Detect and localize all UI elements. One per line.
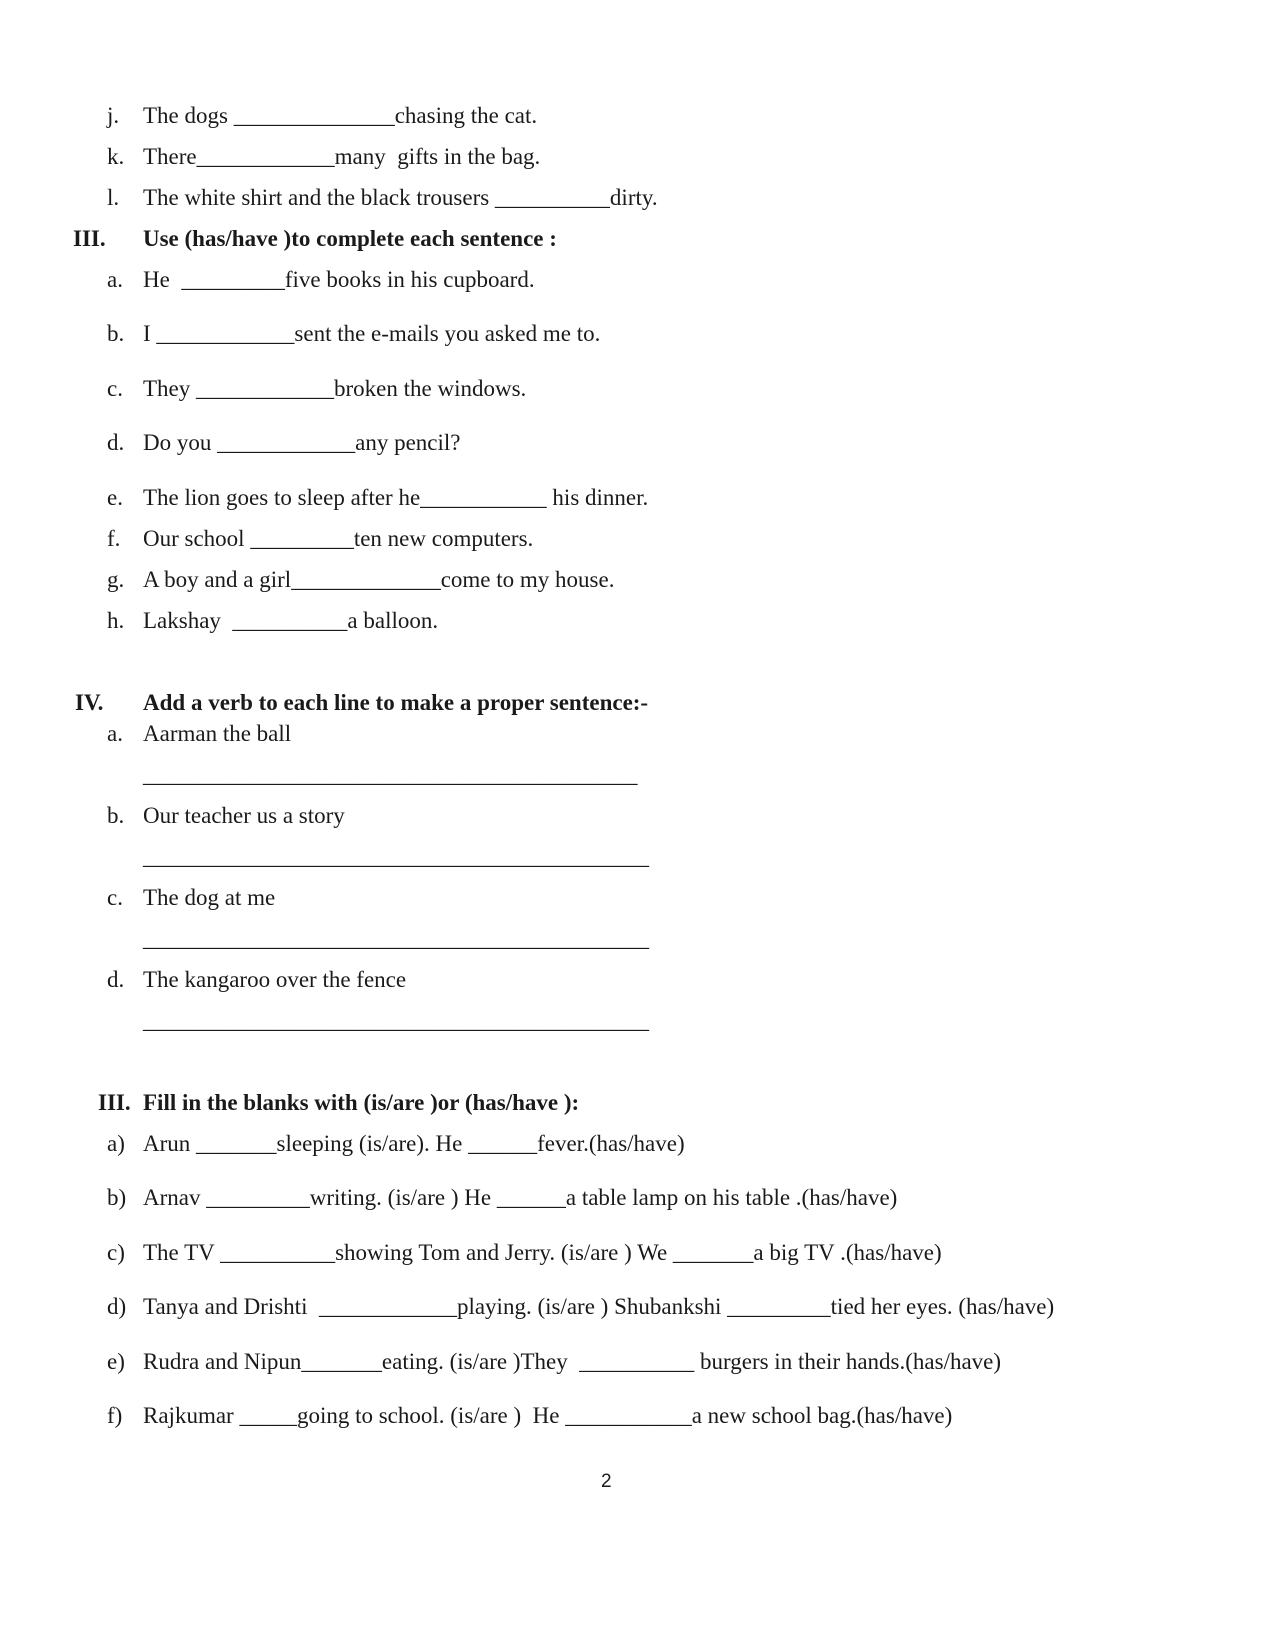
item-text: Do you ____________any pencil? — [143, 430, 461, 455]
section-heading: Fill in the blanks with (is/are )or (has/have ): — [143, 1090, 580, 1115]
item-marker: c. — [107, 376, 123, 401]
item-marker: a. — [107, 721, 123, 746]
item-text: Our teacher us a story — [143, 803, 345, 828]
item-text: I ____________sent the e-mails you asked me to. — [143, 321, 601, 346]
item-text: The dogs ______________chasing the cat. — [143, 103, 538, 128]
item-marker: g. — [107, 567, 125, 592]
section-heading: Use (has/have )to complete each sentence : — [143, 226, 557, 251]
item-text: The kangaroo over the fence — [143, 967, 407, 992]
item-text: The lion goes to sleep after he___________ his dinner. — [143, 485, 649, 510]
answer-line[interactable]: ____________________________________________ — [143, 844, 649, 869]
item-marker: l. — [107, 185, 120, 210]
section-numeral: III. — [98, 1090, 131, 1115]
section-numeral: III. — [73, 226, 106, 251]
item-marker: c. — [107, 885, 123, 910]
item-text: The dog at me — [143, 885, 276, 910]
answer-line[interactable]: ___________________________________________ — [143, 762, 638, 787]
item-text: Rajkumar _____going to school. (is/are ) He ___________a new school bag.(has/have) — [143, 1403, 953, 1428]
answer-line[interactable]: ____________________________________________ — [143, 1008, 649, 1033]
item-text: There____________many gifts in the bag. — [143, 144, 541, 169]
item-marker: e. — [107, 485, 123, 510]
item-text: Rudra and Nipun_______eating. (is/are )They __________ burgers in their hands.(has/have) — [143, 1349, 1002, 1374]
item-marker: h. — [107, 608, 125, 633]
item-text: Tanya and Drishti ____________playing. (is/are ) Shubankshi _________tied her eyes. (has/have) — [143, 1294, 1055, 1319]
item-marker: f. — [107, 526, 121, 551]
item-text: Aarman the ball — [143, 721, 292, 746]
answer-line[interactable]: ____________________________________________ — [143, 926, 649, 951]
item-marker: e) — [107, 1349, 125, 1374]
item-marker: a. — [107, 267, 123, 292]
item-text: A boy and a girl_____________come to my house. — [143, 567, 615, 592]
item-text: The TV __________showing Tom and Jerry. (is/are ) We _______a big TV .(has/have) — [143, 1240, 942, 1265]
item-text: The white shirt and the black trousers __________dirty. — [143, 185, 658, 210]
page-number: 2 — [601, 1471, 612, 1492]
item-text: Lakshay __________a balloon. — [143, 608, 439, 633]
item-text: He _________five books in his cupboard. — [143, 267, 535, 292]
item-text: They ____________broken the windows. — [143, 376, 527, 401]
item-text: Our school _________ten new computers. — [143, 526, 534, 551]
item-marker: k. — [107, 144, 125, 169]
item-marker: d) — [107, 1294, 127, 1319]
item-marker: d. — [107, 967, 125, 992]
item-marker: b. — [107, 321, 125, 346]
item-text: Arnav _________writing. (is/are ) He ______a table lamp on his table .(has/have) — [143, 1185, 898, 1210]
section-heading: Add a verb to each line to make a proper sentence:- — [143, 690, 649, 715]
item-marker: a) — [107, 1131, 125, 1156]
item-marker: b. — [107, 803, 125, 828]
item-text: Arun _______sleeping (is/are). He ______fever.(has/have) — [143, 1131, 685, 1156]
item-marker: c) — [107, 1240, 125, 1265]
item-marker: b) — [107, 1185, 127, 1210]
section-numeral: IV. — [75, 690, 104, 715]
item-marker: j. — [107, 103, 120, 128]
item-marker: d. — [107, 430, 125, 455]
item-marker: f) — [107, 1403, 123, 1428]
